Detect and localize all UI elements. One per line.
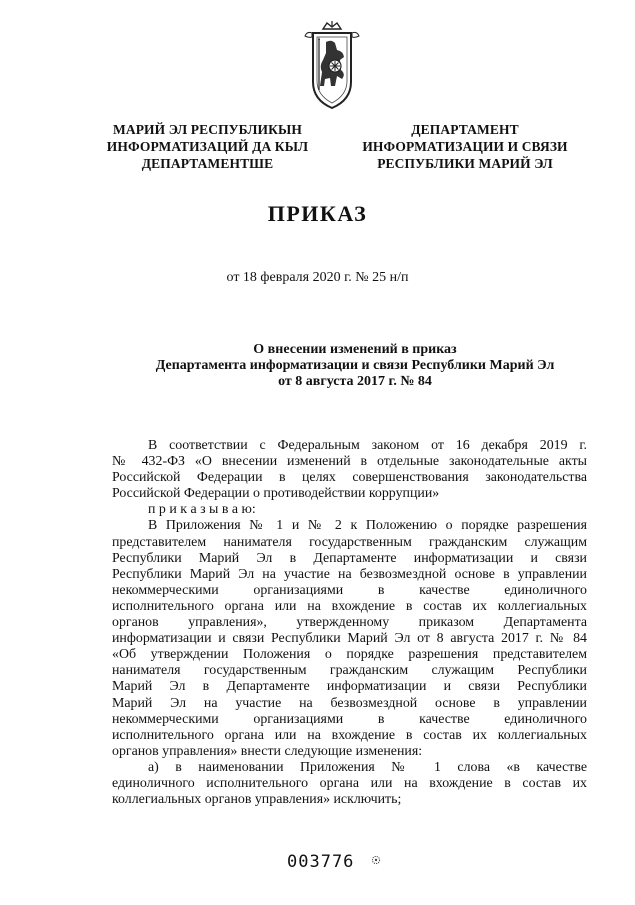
body-line: В Приложения № 1 и № 2 к Положению о порядке разрешения — [148, 518, 587, 534]
ornament-icon — [371, 855, 381, 865]
body-line: информатизации и связи Республики Марий Эл от 8 августа 2017 г. № 84 — [112, 631, 587, 647]
header-line: ДЕПАРТАМЕНТШЕ — [141, 156, 274, 171]
body-line: Марий Эл в Департаменте информатизации и связи Республики — [112, 679, 587, 695]
document-title: ПРИКАЗ — [267, 201, 368, 226]
body-line: коллегиальных органов управления» исключить; — [112, 792, 402, 808]
body-line: органов управления», утвержденному приказом Департамента — [112, 615, 587, 631]
coat-of-arms-icon — [301, 20, 363, 112]
body-line: В соответствии с Федеральным законом от 16 декабря 2019 г. — [148, 438, 587, 453]
order-body — [112, 438, 587, 808]
order-subject — [120, 342, 590, 390]
header-line: ДЕПАРТАМЕНТ — [411, 122, 519, 137]
body-line: некоммерческими организациями в качестве единоличного — [112, 582, 587, 598]
body-line: представителем нанимателя государственным гражданским служащим — [112, 534, 587, 550]
body-line: Российской Федерации о противодействии коррупции» — [112, 486, 440, 502]
header-line: МАРИЙ ЭЛ РЕСПУБЛИКЫН — [113, 122, 302, 137]
body-line: а) в наименовании Приложения № 1 слова «в качестве — [148, 759, 587, 775]
body-line: п р и к а з ы в а ю: — [148, 502, 256, 518]
subject-line: от 8 августа 2017 г. № 84 — [278, 374, 432, 389]
order-date-number: от 18 февраля 2020 г. № 25 н/п — [226, 270, 409, 285]
body-line: Республики Марий Эл в Департаменте информатизации и связи — [112, 550, 587, 566]
header-line: ИНФОРМАТИЗАЦИЙ ДА КЫЛ — [106, 139, 309, 154]
subject-line: Департамента информатизации и связи Республики Марий Эл — [155, 358, 555, 373]
body-line: исполнительного органа или на вхождение в состав их коллегиальных — [112, 598, 587, 614]
body-line: нанимателя государственным гражданским служащим Республики — [112, 663, 587, 679]
body-line: Марий Эл на участие на безвозмездной основе в управлении — [112, 695, 587, 711]
body-line: Республики Марий Эл на участие на безвозмездной основе в управлении — [112, 566, 587, 582]
body-line: некоммерческими организациями в качестве единоличного — [112, 711, 587, 727]
body-line: «Об утверждении Положения о порядке разрешения представителем — [112, 647, 587, 663]
subject-line: О внесении изменений в приказ — [253, 342, 457, 357]
header-line: ИНФОРМАТИЗАЦИИ И СВЯЗИ — [362, 139, 568, 154]
body-line: органов управления» внести следующие изменения: — [112, 743, 423, 759]
header-russian-name — [340, 121, 590, 172]
header-line: РЕСПУБЛИКИ МАРИЙ ЭЛ — [377, 156, 553, 171]
header-mari-name — [95, 121, 320, 172]
body-line: единоличного исполнительного органа или на вхождение в состав их — [112, 775, 587, 791]
body-line: исполнительного органа или на вхождение в состав их коллегиальных — [112, 727, 587, 743]
body-line: Российской Федерации в целях совершенствования законодательства — [112, 470, 587, 486]
body-line: № 432-ФЗ «О внесении изменений в отдельные законодательные акты — [112, 454, 587, 470]
form-serial-number: 003776 — [287, 852, 355, 872]
